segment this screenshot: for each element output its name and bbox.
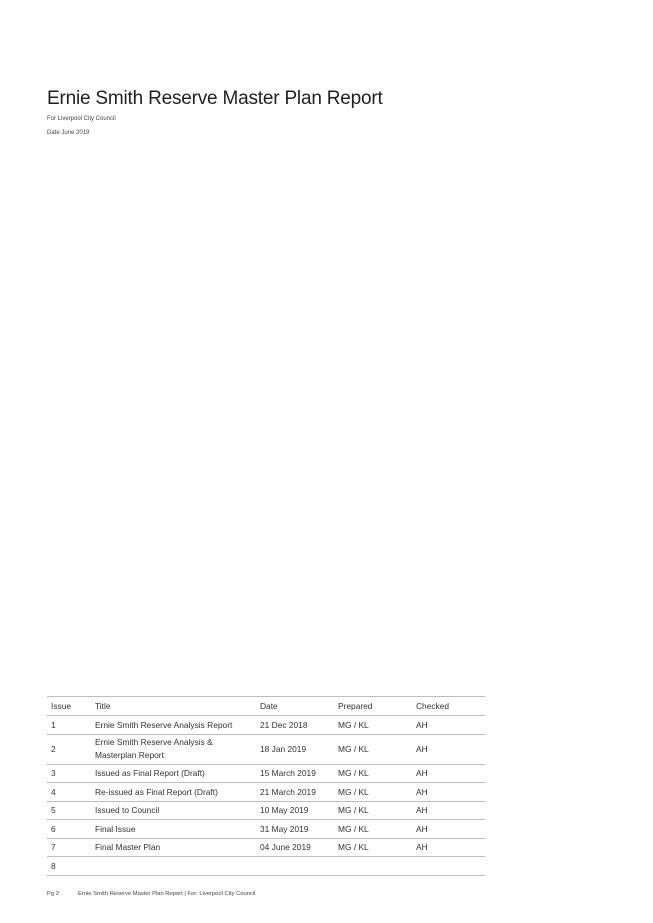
cell-title: Issued to Council xyxy=(91,801,256,820)
cell-title-line: Masterplan Report xyxy=(95,750,164,760)
cell-title: Issued as Final Report (Draft) xyxy=(91,764,256,783)
header-issue: Issue xyxy=(47,697,91,716)
cell-prepared: MG / KL xyxy=(334,838,412,857)
cell-issue: 1 xyxy=(47,716,91,735)
table-row xyxy=(47,783,485,802)
header-prepared: Prepared xyxy=(334,697,412,716)
header-checked: Checked xyxy=(412,697,485,716)
client-line: For Liverpool City Council xyxy=(47,116,116,122)
cell-title xyxy=(91,857,256,876)
cell-date: 21 Dec 2018 xyxy=(256,716,334,735)
document-title: Ernie Smith Reserve Master Plan Report xyxy=(47,88,383,109)
cell-date xyxy=(256,857,334,876)
cell-prepared: MG / KL xyxy=(334,820,412,839)
cell-date: 10 May 2019 xyxy=(256,801,334,820)
cell-checked: AH xyxy=(412,820,485,839)
cell-checked: AH xyxy=(412,801,485,820)
cell-date: 18 Jan 2019 xyxy=(256,734,334,764)
page-number: Pg 2 xyxy=(47,891,59,897)
cell-checked: AH xyxy=(412,838,485,857)
page-footer xyxy=(47,891,255,897)
cell-checked xyxy=(412,857,485,876)
cell-date: 04 June 2019 xyxy=(256,838,334,857)
cell-prepared: MG / KL xyxy=(334,716,412,735)
cell-title: Final Master Plan xyxy=(91,838,256,857)
cell-prepared xyxy=(334,857,412,876)
cell-date: 15 March 2019 xyxy=(256,764,334,783)
table-row xyxy=(47,820,485,839)
cell-checked: AH xyxy=(412,764,485,783)
table-row xyxy=(47,734,485,764)
cell-title: Ernie Smith Reserve Analysis Report xyxy=(91,716,256,735)
cell-issue: 7 xyxy=(47,838,91,857)
footer-text: Ernie Smith Reserve Master Plan Report | For: Liverpool City Council xyxy=(78,891,256,897)
table-row xyxy=(47,838,485,857)
cell-issue: 6 xyxy=(47,820,91,839)
cell-title: Final Issue xyxy=(91,820,256,839)
cell-prepared: MG / KL xyxy=(334,801,412,820)
table-row xyxy=(47,801,485,820)
table-row xyxy=(47,857,485,876)
cell-issue: 4 xyxy=(47,783,91,802)
cell-prepared: MG / KL xyxy=(334,783,412,802)
cell-date: 31 May 2019 xyxy=(256,820,334,839)
cell-prepared: MG / KL xyxy=(334,764,412,783)
cell-issue: 2 xyxy=(47,734,91,764)
cell-issue: 8 xyxy=(47,857,91,876)
cell-checked: AH xyxy=(412,716,485,735)
cell-title: Re-issued as Final Report (Draft) xyxy=(91,783,256,802)
cell-checked: AH xyxy=(412,734,485,764)
cell-title-line: Ernie Smith Reserve Analysis & xyxy=(95,737,213,747)
cell-prepared: MG / KL xyxy=(334,734,412,764)
cell-issue: 5 xyxy=(47,801,91,820)
table-row xyxy=(47,764,485,783)
cell-issue: 3 xyxy=(47,764,91,783)
cell-date: 21 March 2019 xyxy=(256,783,334,802)
cell-title xyxy=(91,734,256,764)
revision-table xyxy=(47,696,485,876)
table-header-row xyxy=(47,697,485,716)
header-date: Date xyxy=(256,697,334,716)
date-line: Date June 2019 xyxy=(47,130,90,136)
table-row xyxy=(47,716,485,735)
cell-checked: AH xyxy=(412,783,485,802)
header-title: Title xyxy=(91,697,256,716)
